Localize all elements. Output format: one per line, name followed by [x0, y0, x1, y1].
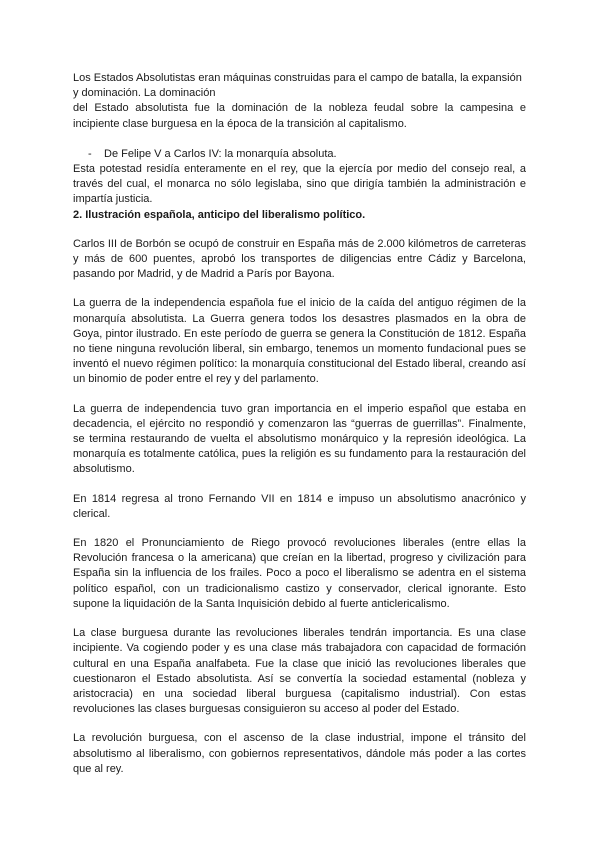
paragraph-revolucion-burguesa: La revolución burguesa, con el ascenso de la clase industrial, impone el tránsito del absolutismo al liberalismo, con gobiernos representativos, dándole más poder a las cortes que al rey.	[73, 732, 526, 775]
paragraph-fernando-vii: En 1814 regresa al trono Fernando VII en 1814 e impuso un absolutismo anacrónico y clerical.	[73, 492, 526, 520]
bullet-dash: -	[88, 147, 92, 160]
intro-line-2: del Estado absolutista fue la dominación de la nobleza feudal sobre la campesina e incipiente clase burguesa en la época de la transición al capitalismo.	[73, 102, 526, 130]
paragraph-riego: En 1820 el Pronunciamiento de Riego provocó revoluciones liberales (entre ellas la Revolución francesa o la americana) que creían en la libertad, progreso y civilización para España sin la influencia de los frailes. Poco a poco el liberalismo se adentra en el sistema político español, con un tradicionalismo castizo y conservador, clerical ignorante. Esto supone la liquidación de la Santa Inquisición debido al fuerte anticlericalismo.	[73, 537, 526, 610]
section-heading: 2. Ilustración española, anticipo del liberalismo político.	[73, 208, 366, 221]
paragraph-carlos-iii: Carlos III de Borbón se ocupó de construir en España más de 2.000 kilómetros de carreteras y más de 600 puentes, aprobó los transportes de diligencias entre Cádiz y Barcelona, pasando por Madrid, y de Madrid a París por Bayona.	[73, 237, 526, 281]
bullet-text: De Felipe V a Carlos IV: la monarquía absoluta.	[104, 147, 337, 160]
paragraph-guerra-independencia: La guerra de la independencia española fue el inicio de la caída del antiguo régimen de la monarquía absolutista. La Guerra genera todos los desastres plasmados en la obra de Goya, pintor ilustrado. En este período de guerra se genera la Constitución de 1812. España no tiene ninguna revolución liberal, sin embargo, tenemos un momento fundacional pues se inventó el nuevo régimen político: la monarquía constitucional del Estado liberal, creando así un binomio de poder entre el rey y del parlamento.	[73, 297, 526, 386]
potestad-paragraph: Esta potestad residía enteramente en el rey, que la ejercía por medio del consejo real, a través del cual, el monarca no sólo legislaba, sino que dirigía también la administración e impartía justicia.	[73, 163, 526, 206]
paragraph-clase-burguesa: La clase burguesa durante las revoluciones liberales tendrán importancia. Es una clase incipiente. Va cogiendo poder y es una clase más trabajadora con capacidad de formación cultural en una España analfabeta. Fue la clase que inició las revoluciones liberales que cuestionaron el Estado absolutista. Así se convertía la sociedad estamental (nobleza y aristocracia) en una sociedad liberal burguesa (capitalismo industrial). Con estas revoluciones las clases burguesas consiguieron su acceso al poder del Estado.	[73, 627, 526, 716]
paragraph-imperio-decadencia: La guerra de independencia tuvo gran importancia en el imperio español que estaba en decadencia, el ejército no respondió y comenzaron las “guerras de guerrillas”. Finalmente, se termina restaurando de vuelta el absolutismo monárquico y la represión ideológica. La monarquía es totalmente católica, pues la religión es su fundamento para la restauración del absolutismo.	[73, 402, 526, 476]
intro-line-1: Los Estados Absolutistas eran máquinas construidas para el campo de batalla, la expansión y dominación. La dominación	[73, 72, 522, 100]
bullet-item	[73, 147, 526, 162]
document-body	[73, 71, 526, 777]
